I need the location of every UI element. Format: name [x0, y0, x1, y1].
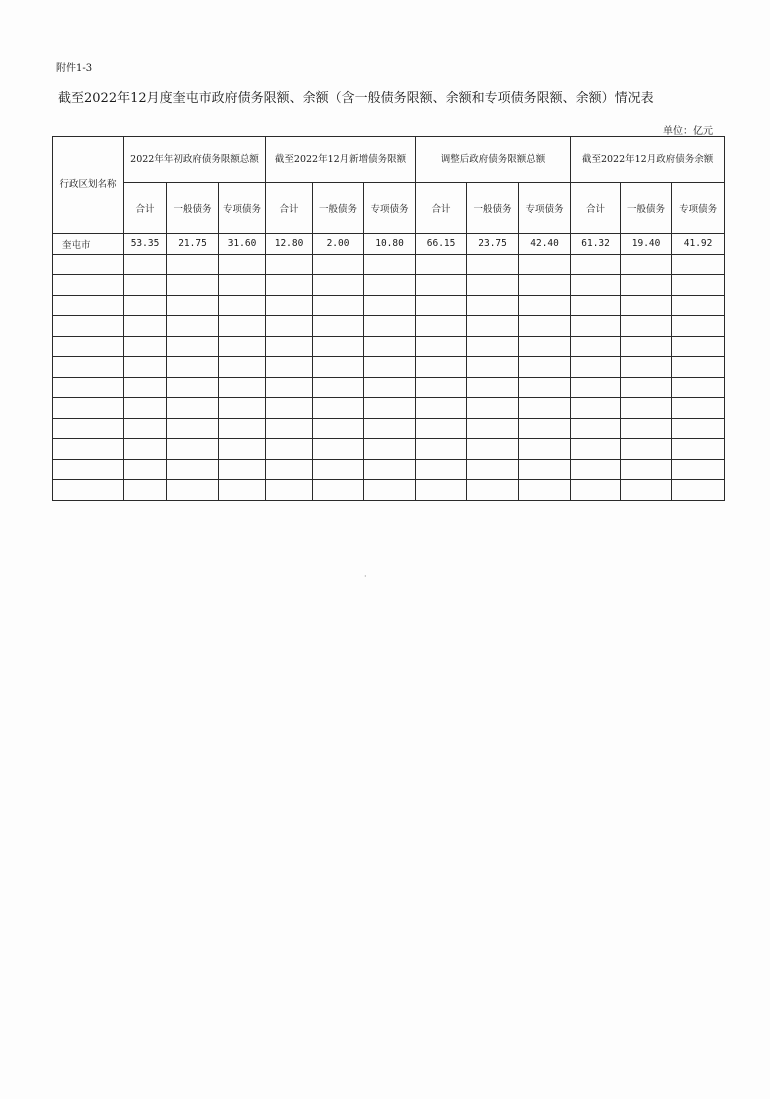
value-cell: 21.75	[167, 234, 219, 255]
value-cell	[621, 316, 672, 337]
sub-header-total: 合计	[124, 183, 167, 234]
table-row	[53, 357, 725, 378]
value-cell	[364, 439, 416, 460]
value-cell	[266, 480, 313, 501]
value-cell	[364, 459, 416, 480]
group-header-adjusted-limit: 调整后政府债务限额总额	[416, 137, 571, 183]
value-cell	[416, 418, 467, 439]
value-cell	[364, 418, 416, 439]
value-cell	[219, 254, 266, 275]
value-cell	[167, 439, 219, 460]
value-cell	[266, 459, 313, 480]
value-cell	[467, 480, 519, 501]
value-cell: 53.35	[124, 234, 167, 255]
value-cell	[313, 480, 364, 501]
value-cell	[219, 439, 266, 460]
value-cell	[266, 254, 313, 275]
value-cell	[621, 480, 672, 501]
value-cell	[621, 418, 672, 439]
region-cell	[53, 316, 124, 337]
value-cell	[266, 275, 313, 296]
table-row	[53, 316, 725, 337]
value-cell	[313, 295, 364, 316]
value-cell: 2.00	[313, 234, 364, 255]
sub-header-special: 专项债务	[364, 183, 416, 234]
value-cell	[467, 439, 519, 460]
sub-header-total: 合计	[266, 183, 313, 234]
debt-table	[52, 136, 725, 501]
value-cell: 61.32	[571, 234, 621, 255]
value-cell	[621, 295, 672, 316]
value-cell	[124, 398, 167, 419]
value-cell	[519, 377, 571, 398]
value-cell: 19.40	[621, 234, 672, 255]
value-cell: 31.60	[219, 234, 266, 255]
value-cell	[266, 377, 313, 398]
value-cell	[467, 336, 519, 357]
value-cell	[416, 275, 467, 296]
sub-header-general: 一般债务	[621, 183, 672, 234]
value-cell	[364, 377, 416, 398]
value-cell	[467, 316, 519, 337]
attachment-label: 附件1-3	[56, 63, 93, 74]
value-cell	[571, 275, 621, 296]
value-cell	[124, 254, 167, 275]
value-cell	[124, 316, 167, 337]
value-cell: 66.15	[416, 234, 467, 255]
value-cell	[124, 480, 167, 501]
value-cell	[167, 459, 219, 480]
value-cell	[364, 398, 416, 419]
sub-header-special: 专项债务	[672, 183, 725, 234]
value-cell	[571, 459, 621, 480]
value-cell	[364, 275, 416, 296]
table-row	[53, 234, 725, 255]
value-cell	[124, 439, 167, 460]
value-cell	[219, 398, 266, 419]
value-cell	[571, 254, 621, 275]
value-cell	[313, 439, 364, 460]
value-cell: 23.75	[467, 234, 519, 255]
value-cell	[621, 357, 672, 378]
value-cell	[519, 398, 571, 419]
value-cell	[124, 377, 167, 398]
region-cell	[53, 254, 124, 275]
value-cell	[266, 316, 313, 337]
region-cell	[53, 439, 124, 460]
table-body	[53, 234, 725, 501]
table-row	[53, 439, 725, 460]
value-cell	[621, 275, 672, 296]
value-cell	[313, 377, 364, 398]
sub-header-special: 专项债务	[519, 183, 571, 234]
table-row	[53, 398, 725, 419]
value-cell	[313, 459, 364, 480]
value-cell	[266, 418, 313, 439]
value-cell	[571, 398, 621, 419]
region-cell	[53, 480, 124, 501]
value-cell	[416, 316, 467, 337]
value-cell	[364, 480, 416, 501]
region-cell	[53, 459, 124, 480]
value-cell: 12.80	[266, 234, 313, 255]
value-cell: 41.92	[672, 234, 725, 255]
value-cell	[124, 418, 167, 439]
value-cell	[467, 418, 519, 439]
page-title: 截至2022年12月度奎屯市政府债务限额、余额（含一般债务限额、余额和专项债务限额、余额）情况表	[58, 91, 654, 106]
value-cell	[313, 316, 364, 337]
group-header-initial-limit: 2022年年初政府债务限额总额	[124, 137, 266, 183]
value-cell	[124, 295, 167, 316]
value-cell	[364, 316, 416, 337]
value-cell	[416, 254, 467, 275]
value-cell	[167, 418, 219, 439]
value-cell	[416, 377, 467, 398]
value-cell	[672, 357, 725, 378]
value-cell	[219, 459, 266, 480]
value-cell	[571, 439, 621, 460]
value-cell	[672, 254, 725, 275]
value-cell	[519, 316, 571, 337]
value-cell	[416, 480, 467, 501]
sub-header-special: 专项债务	[219, 183, 266, 234]
sub-header-total: 合计	[571, 183, 621, 234]
value-cell	[266, 357, 313, 378]
region-cell	[53, 336, 124, 357]
region-cell	[53, 275, 124, 296]
value-cell	[519, 254, 571, 275]
value-cell: 42.40	[519, 234, 571, 255]
value-cell	[219, 357, 266, 378]
value-cell	[571, 377, 621, 398]
value-cell	[167, 254, 219, 275]
value-cell	[416, 357, 467, 378]
value-cell	[621, 254, 672, 275]
table-row	[53, 480, 725, 501]
value-cell	[621, 398, 672, 419]
value-cell	[167, 398, 219, 419]
region-cell	[53, 418, 124, 439]
value-cell	[313, 357, 364, 378]
value-cell	[364, 336, 416, 357]
region-cell	[53, 357, 124, 378]
value-cell	[266, 398, 313, 419]
value-cell	[313, 336, 364, 357]
value-cell	[467, 459, 519, 480]
value-cell	[519, 336, 571, 357]
group-header-balance: 截至2022年12月政府债务余额	[571, 137, 725, 183]
value-cell	[519, 439, 571, 460]
value-cell	[672, 377, 725, 398]
unit-label: 单位：亿元	[663, 126, 713, 137]
value-cell	[416, 336, 467, 357]
value-cell	[571, 336, 621, 357]
table-row	[53, 336, 725, 357]
value-cell	[416, 398, 467, 419]
value-cell	[124, 357, 167, 378]
value-cell	[672, 398, 725, 419]
value-cell	[519, 480, 571, 501]
value-cell	[571, 357, 621, 378]
value-cell	[167, 480, 219, 501]
value-cell	[672, 480, 725, 501]
value-cell	[167, 275, 219, 296]
value-cell	[266, 336, 313, 357]
value-cell	[124, 336, 167, 357]
region-cell: 奎屯市	[53, 234, 124, 255]
value-cell	[519, 459, 571, 480]
value-cell	[672, 459, 725, 480]
sub-header-total: 合计	[416, 183, 467, 234]
value-cell	[313, 418, 364, 439]
table-row	[53, 295, 725, 316]
value-cell	[313, 398, 364, 419]
region-cell	[53, 377, 124, 398]
value-cell: 10.80	[364, 234, 416, 255]
table-row	[53, 459, 725, 480]
value-cell	[167, 295, 219, 316]
value-cell	[266, 295, 313, 316]
value-cell	[672, 316, 725, 337]
value-cell	[219, 295, 266, 316]
sub-header-general: 一般债务	[167, 183, 219, 234]
region-header: 行政区划名称	[53, 137, 124, 234]
value-cell	[364, 254, 416, 275]
value-cell	[416, 439, 467, 460]
value-cell	[571, 316, 621, 337]
value-cell	[621, 459, 672, 480]
value-cell	[571, 418, 621, 439]
value-cell	[124, 459, 167, 480]
value-cell	[219, 275, 266, 296]
value-cell	[467, 295, 519, 316]
value-cell	[266, 439, 313, 460]
region-cell	[53, 295, 124, 316]
value-cell	[467, 275, 519, 296]
value-cell	[571, 480, 621, 501]
value-cell	[467, 377, 519, 398]
value-cell	[219, 336, 266, 357]
value-cell	[364, 357, 416, 378]
value-cell	[313, 275, 364, 296]
value-cell	[313, 254, 364, 275]
value-cell	[219, 377, 266, 398]
value-cell	[167, 316, 219, 337]
value-cell	[219, 480, 266, 501]
value-cell	[621, 377, 672, 398]
value-cell	[621, 336, 672, 357]
scan-mark: ·	[364, 572, 367, 581]
region-cell	[53, 398, 124, 419]
value-cell	[124, 275, 167, 296]
value-cell	[519, 275, 571, 296]
table-row	[53, 275, 725, 296]
value-cell	[672, 439, 725, 460]
group-header-new-limit: 截至2022年12月新增债务限额	[266, 137, 416, 183]
value-cell	[672, 295, 725, 316]
value-cell	[467, 254, 519, 275]
value-cell	[364, 295, 416, 316]
table-row	[53, 254, 725, 275]
value-cell	[219, 316, 266, 337]
value-cell	[219, 418, 266, 439]
value-cell	[672, 336, 725, 357]
table-row	[53, 418, 725, 439]
value-cell	[467, 398, 519, 419]
value-cell	[167, 336, 219, 357]
sub-header-general: 一般债务	[313, 183, 364, 234]
value-cell	[519, 418, 571, 439]
value-cell	[167, 357, 219, 378]
value-cell	[621, 439, 672, 460]
sub-header-general: 一般债务	[467, 183, 519, 234]
value-cell	[519, 357, 571, 378]
value-cell	[571, 295, 621, 316]
value-cell	[167, 377, 219, 398]
value-cell	[467, 357, 519, 378]
value-cell	[416, 459, 467, 480]
value-cell	[416, 295, 467, 316]
value-cell	[519, 295, 571, 316]
value-cell	[672, 418, 725, 439]
table-row	[53, 377, 725, 398]
value-cell	[672, 275, 725, 296]
